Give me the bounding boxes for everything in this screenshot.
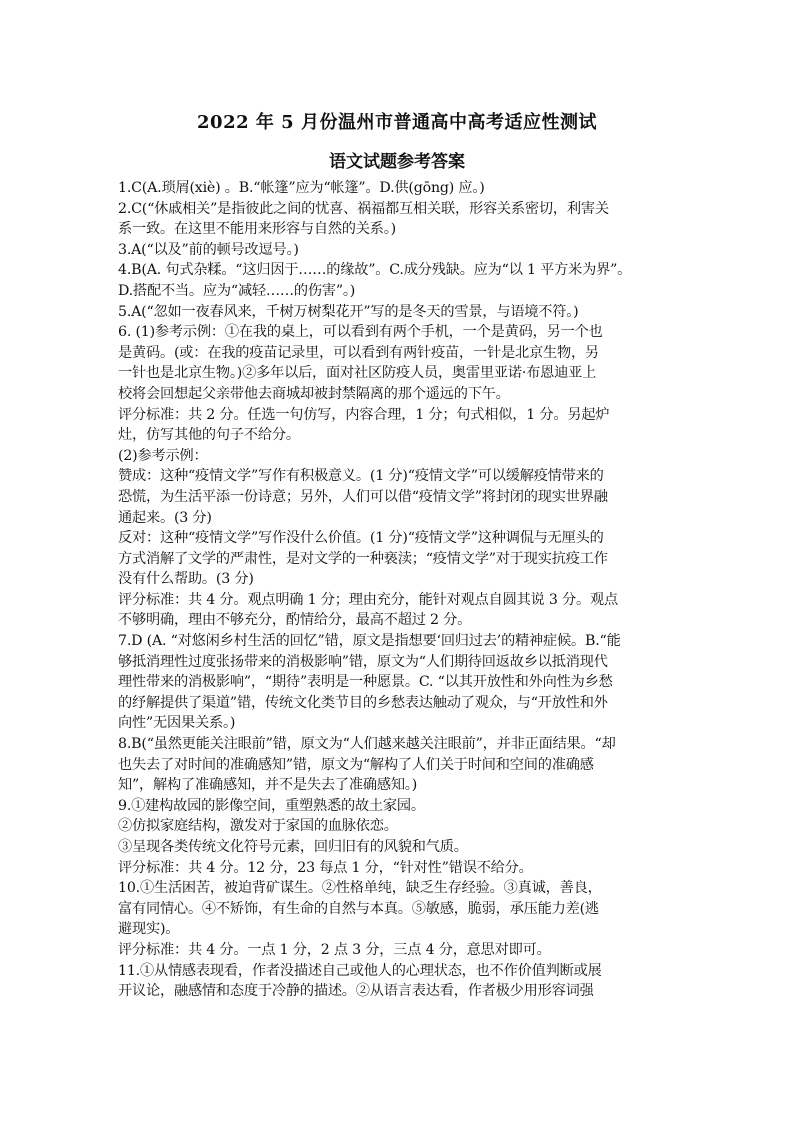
text-line: 系一致。在这里不能用来形容与自然的关系。) <box>118 221 396 238</box>
text-line: 富有同情心。④不矫饰，有生命的自然与本真。⑤敏感，脆弱，承压能力差(逃 <box>118 900 599 917</box>
answer-body <box>118 178 688 1002</box>
text-line: 5.A(“忽如一夜春风来，千树万树梨花开”写的是冬天的雪景，与语境不符。) <box>118 303 579 320</box>
text-line: 的纾解提供了渠道”错，传统文化类节目的乡愁表达触动了观众，与“开放性和外 <box>118 694 608 711</box>
text-line: 2.C(“休戚相关”是指彼此之间的忧喜、祸福都互相关联，形容关系密切，利害关 <box>118 200 609 217</box>
text-line: 向性”无因果关系。) <box>118 715 236 732</box>
text-line: 4.B(A. 句式杂糅。“这归因于……的缘故”。C.成分残缺。应为“以 1 平方米为界”。 <box>118 262 632 279</box>
text-line: 避现实)。 <box>118 921 180 938</box>
text-line: 知”，解构了准确感知，并不是失去了准确感知。) <box>118 777 418 794</box>
text-line: (2)参考示例： <box>118 447 208 464</box>
text-line: 灶，仿写其他的句子不给分。 <box>118 427 300 444</box>
text-line: 没有什么帮助。(3 分) <box>118 571 254 588</box>
text-line: 恐慌，为生活平添一份诗意；另外，人们可以借“疫情文学”将封闭的现实世界融 <box>118 488 608 505</box>
text-line: D.搭配不当。应为“减轻……的伤害”。) <box>118 282 356 299</box>
text-line: 反对：这种“疫情文学”写作没什么价值。(1 分)“疫情文学”这种调侃与无厘头的 <box>118 530 604 547</box>
text-line: 通起来。(3 分) <box>118 509 212 526</box>
text-line: 3.A(“以及”前的顿号改逗号。) <box>118 241 299 258</box>
text-line: 8.B(“虽然更能关注眼前”错，原文为“人们越来越关注眼前”，并非正面结果。“却 <box>118 736 616 753</box>
text-line: 9.①建构故园的影像空间，重塑熟悉的故土家园。 <box>118 797 425 814</box>
document-subtitle: 语文试题参考答案 <box>329 152 465 172</box>
text-line: 方式消解了文学的严肃性，是对文学的一种亵渎；“疫情文学”对于现实抗疫工作 <box>118 550 608 567</box>
text-line: 校将会回想起父亲带他去商城却被封禁隔离的那个遥远的下午。 <box>118 385 510 402</box>
text-line: 一针也是北京生物。)②多年以后，面对社区防疫人员，奥雷里亚诺·布恩迪亚上 <box>118 365 597 382</box>
text-line: 评分标准：共 4 分。12 分，23 每点 1 分，“针对性”错误不给分。 <box>118 859 533 876</box>
text-line: ③呈现各类传统文化符号元素，回归旧有的风貌和气质。 <box>118 839 468 855</box>
text-line: 够抵消理性过度张扬带来的消极影响”错，原文为“人们期待回返故乡以抵消现代 <box>118 653 608 670</box>
text-line: 11.①从情感表现看，作者没描述自己或他人的心理状态，也不作价值判断或展 <box>118 962 602 979</box>
text-line: 开议论，融感情和态度于冷静的描述。②从语言表达看，作者极少用形容词强 <box>118 983 594 1000</box>
text-line: 赞成：这种“疫情文学”写作有积极意义。(1 分)“疫情文学”可以缓解疫情带来的 <box>118 468 604 485</box>
text-line: 10.①生活困苦，被迫背矿谋生。②性格单纯，缺乏生存经验。③真诚，善良， <box>118 880 602 897</box>
text-line: 是黄码。(或：在我的疫苗记录里，可以看到有两针疫苗，一针是北京生物，另 <box>118 344 599 361</box>
text-line: ②仿拟家庭结构，激发对于家国的血脉依恋。 <box>118 818 398 835</box>
text-line: 理性带来的消极影响”，“期待”表明是一种愿景。C. “以其开放性和外向性为乡愁 <box>118 674 613 691</box>
text-line: 评分标准：共 4 分。一点 1 分，2 点 3 分，三点 4 分，意思对即可。 <box>118 941 551 958</box>
text-line: 评分标准：共 4 分。观点明确 1 分；理由充分，能针对观点自圆其说 3 分。观点 <box>118 591 618 608</box>
text-line: 也失去了对时间的准确感知”错，原文为“解构了人们关于时间和空间的准确感 <box>118 756 594 773</box>
text-line: 6. (1)参考示例：①在我的桌上，可以看到有两个手机，一个是黄码，另一个也 <box>118 324 603 341</box>
text-line: 1.C(A.琐屑(xiè) 。B.“帐篷”应为“帐篷”。D.供(gōng) 应。) <box>118 180 485 196</box>
text-line: 评分标准：共 2 分。任选一句仿写，内容合理，1 分；句式相似，1 分。另起炉 <box>118 406 610 423</box>
text-line: 不够明确，理由不够充分，酌情给分，最高不超过 2 分。 <box>118 612 472 629</box>
document-title: 2022 年 5 月份温州市普通高中高考适应性测试 <box>197 112 597 133</box>
text-line: 7.D (A. “对悠闲乡村生活的回忆”错，原文是指想要‘回归过去’的精神症候。B.“能 <box>118 633 621 650</box>
